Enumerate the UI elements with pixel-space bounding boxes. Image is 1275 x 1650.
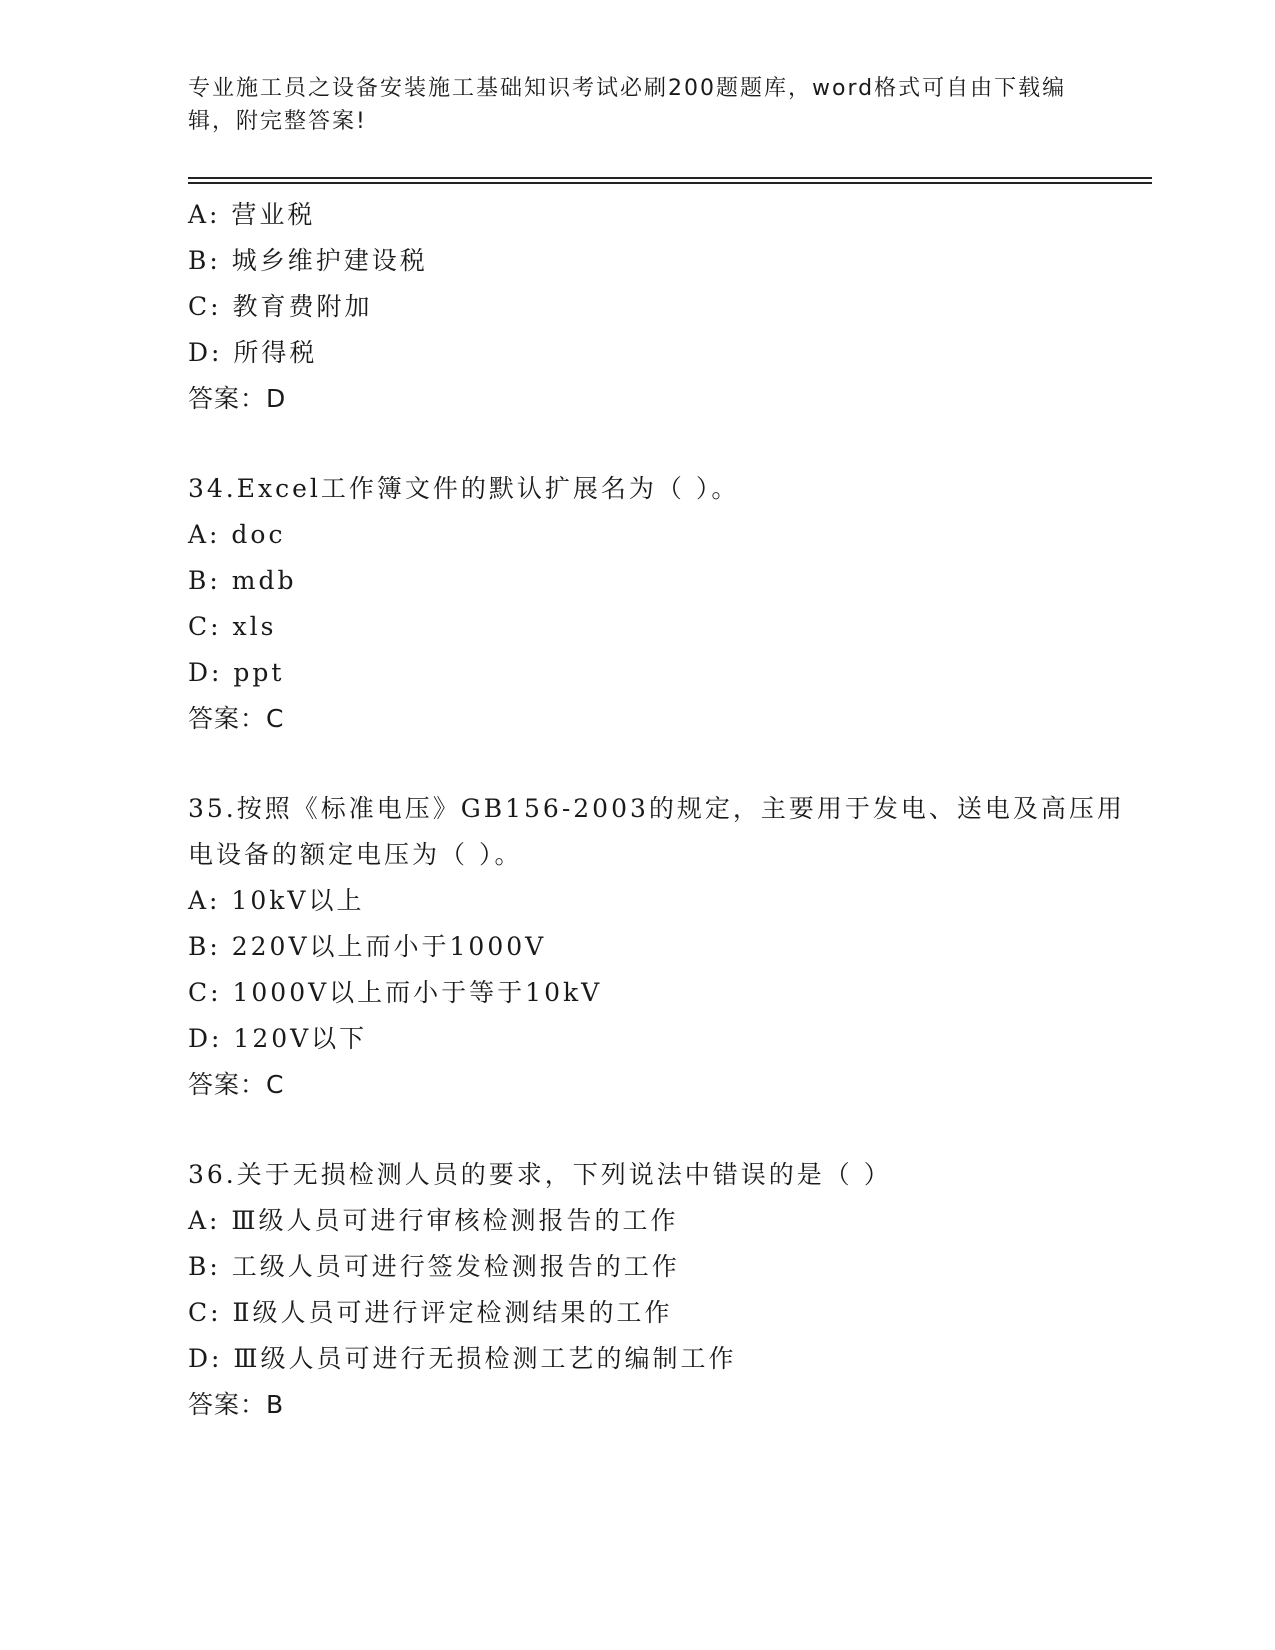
option-a: A: 营业税 bbox=[188, 200, 316, 229]
option-b: B: 220V以上而小于1000V bbox=[188, 932, 547, 961]
question-33-continued bbox=[188, 192, 1152, 422]
question-title: 35.按照《标准电压》GB156-2003的规定，主要用于发电、送电及高压用电设备的额定电压为（ ）。 bbox=[188, 794, 1125, 869]
option-c: C: Ⅱ级人员可进行评定检测结果的工作 bbox=[188, 1298, 673, 1327]
answer: 答案：C bbox=[188, 1070, 285, 1099]
option-a: A: doc bbox=[188, 520, 286, 549]
question-34 bbox=[188, 466, 1152, 742]
header-divider-bottom bbox=[188, 182, 1152, 184]
spacer bbox=[188, 1108, 1152, 1152]
option-d: D: ppt bbox=[188, 658, 285, 687]
spacer bbox=[188, 422, 1152, 466]
question-35 bbox=[188, 786, 1152, 1108]
question-36 bbox=[188, 1152, 1152, 1428]
answer: 答案：B bbox=[188, 1390, 285, 1419]
answer: 答案：C bbox=[188, 704, 285, 733]
option-a: A: 10kV以上 bbox=[188, 886, 365, 915]
option-b: B: 工级人员可进行签发检测报告的工作 bbox=[188, 1252, 680, 1281]
question-title: 36.关于无损检测人员的要求，下列说法中错误的是（ ） bbox=[188, 1160, 892, 1189]
document-header: 专业施工员之设备安装施工基础知识考试必刷200题题库，word格式可自由下载编辑，附完整答案! bbox=[188, 76, 1067, 134]
option-d: D: 120V以下 bbox=[188, 1024, 368, 1053]
option-d: D: 所得税 bbox=[188, 338, 318, 367]
option-b: B: 城乡维护建设税 bbox=[188, 246, 428, 275]
question-list bbox=[188, 192, 1152, 1428]
answer: 答案：D bbox=[188, 384, 287, 413]
option-d: D: Ⅲ级人员可进行无损检测工艺的编制工作 bbox=[188, 1344, 737, 1373]
option-c: C: 教育费附加 bbox=[188, 292, 373, 321]
option-c: C: xls bbox=[188, 612, 277, 641]
spacer bbox=[188, 742, 1152, 786]
option-a: A: Ⅲ级人员可进行审核检测报告的工作 bbox=[188, 1206, 679, 1235]
option-b: B: mdb bbox=[188, 566, 297, 595]
option-c: C: 1000V以上而小于等于10kV bbox=[188, 978, 603, 1007]
question-title: 34.Excel工作簿文件的默认扩展名为（ ）。 bbox=[188, 474, 740, 503]
header-divider-top bbox=[188, 177, 1152, 179]
